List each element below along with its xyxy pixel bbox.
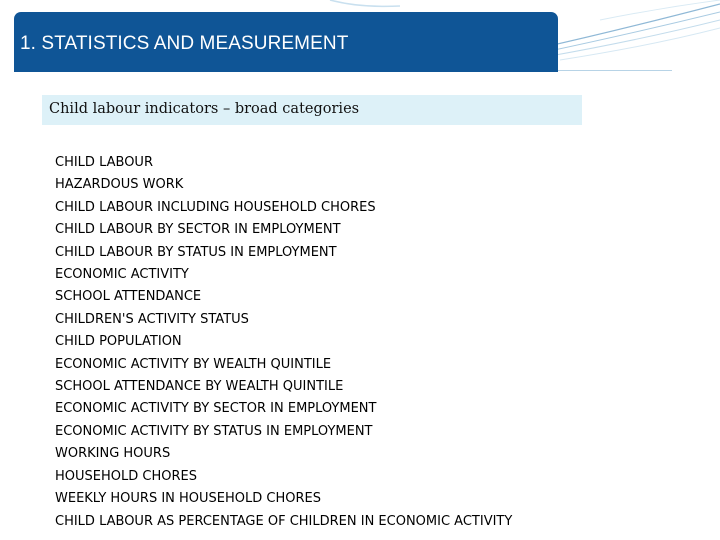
subtitle-box — [42, 95, 582, 125]
title-bar — [14, 12, 558, 72]
title-rule — [558, 70, 672, 71]
list-item: CHILD LABOUR BY STATUS IN EMPLOYMENT — [55, 244, 337, 260]
list-item: ECONOMIC ACTIVITY BY WEALTH QUINTILE — [55, 356, 332, 372]
list-item: ECONOMIC ACTIVITY BY STATUS IN EMPLOYMENT — [55, 423, 373, 439]
indicator-list — [55, 152, 512, 533]
list-item: ECONOMIC ACTIVITY — [55, 267, 189, 283]
list-item: HAZARDOUS WORK — [55, 177, 184, 193]
list-item: CHILD LABOUR INCLUDING HOUSEHOLD CHORES — [55, 199, 376, 215]
list-item: HOUSEHOLD CHORES — [55, 468, 197, 484]
list-item: CHILD LABOUR — [55, 155, 153, 170]
list-item: WEEKLY HOURS IN HOUSEHOLD CHORES — [55, 491, 321, 507]
list-item: CHILDREN'S ACTIVITY STATUS — [55, 311, 249, 327]
list-item: ECONOMIC ACTIVITY BY SECTOR IN EMPLOYMENT — [55, 401, 377, 417]
list-item: SCHOOL ATTENDANCE BY WEALTH QUINTILE — [55, 379, 344, 395]
list-item: SCHOOL ATTENDANCE — [55, 289, 202, 305]
list-item: WORKING HOURS — [55, 446, 171, 462]
list-item: CHILD POPULATION — [55, 334, 182, 350]
slide-title: 1. STATISTICS AND MEASUREMENT — [20, 33, 349, 54]
list-item: CHILD LABOUR AS PERCENTAGE OF CHILDREN IN ECONOMIC ACTIVITY — [55, 513, 513, 529]
subtitle: Child labour indicators – broad categories — [49, 101, 360, 117]
list-item: CHILD LABOUR BY SECTOR IN EMPLOYMENT — [55, 222, 341, 238]
